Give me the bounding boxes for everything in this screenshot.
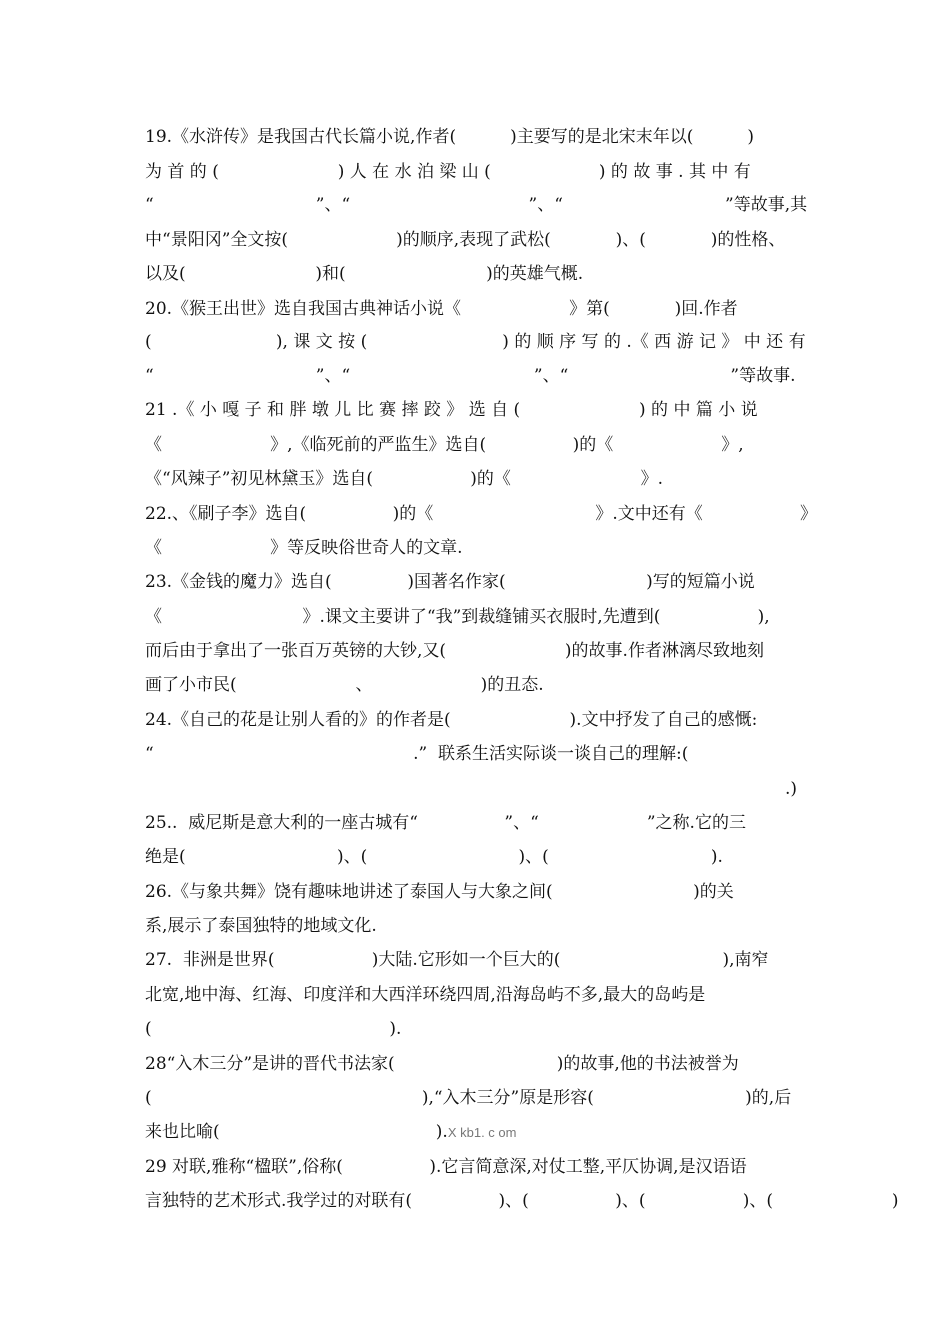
text-line (145, 395, 835, 425)
text-line (145, 808, 835, 838)
text-line (145, 1152, 835, 1182)
text-line-content: “ ”、“ ”、“ ”等故事. (145, 366, 796, 386)
text-line-content: 言独特的艺术形式.我学过的对联有( )、( )、( )、( ) (145, 1191, 899, 1211)
text-line-content: 《 》等反映俗世奇人的文章. (145, 538, 463, 558)
text-line (145, 1014, 835, 1044)
text-line (145, 945, 835, 975)
text-line (145, 980, 835, 1010)
text-line-content: 北宽,地中海、红海、印度洋和大西洋环绕四周,沿海岛屿不多,最大的岛屿是 (145, 985, 706, 1005)
text-line-content: 《 》.课文主要讲了“我”到裁缝铺买衣服时,先遭到( ), (145, 607, 770, 627)
text-line (145, 1083, 835, 1113)
text-line (145, 636, 835, 666)
text-line (145, 430, 835, 460)
text-line (145, 499, 835, 529)
text-line-content: 26.《与象共舞》饶有趣味地讲述了泰国人与大象之间( )的关 (145, 882, 734, 902)
text-line (145, 739, 835, 769)
text-line-content: 《 》,《临死前的严监生》选自( )的《 》, (145, 435, 744, 455)
text-line-content: 25.. 威尼斯是意大利的一座古城有“ ”、“ ”之称.它的三 (145, 813, 746, 833)
text-line (145, 1049, 835, 1079)
text-line-content: “ ”、“ ”、“ ”等故事,其 (145, 195, 808, 215)
text-line (145, 361, 835, 391)
text-line-content: 27. 非洲是世界( )大陆.它形如一个巨大的( ),南窄 (145, 950, 769, 970)
text-line-content: 画了小市民( 、 )的丑态. (145, 675, 544, 695)
text-line-content: “ .” 联系生活实际谈一谈自己的理解:( (145, 744, 689, 764)
text-line (145, 464, 835, 494)
text-line-content: 24.《自己的花是让别人看的》的作者是( ).文中抒发了自己的感慨: (145, 710, 758, 730)
text-line (145, 225, 835, 255)
text-line (145, 1186, 899, 1216)
text-line (145, 327, 835, 357)
text-line (145, 294, 835, 324)
text-line (145, 911, 835, 941)
text-line (145, 705, 835, 735)
watermark: X kb1. c om (447, 1125, 517, 1140)
text-line (145, 157, 835, 187)
text-line-content: 以及( )和( )的英雄气概. (145, 264, 584, 284)
text-line (145, 842, 835, 872)
text-line-content: 21 .《 小 嘎 子 和 胖 墩 儿 比 赛 摔 跤 》 选 自 ( ) 的 中 篇 小 说 (145, 400, 758, 420)
text-line (145, 190, 835, 220)
text-line-content: 28“入木三分”是讲的晋代书法家( )的故事,他的书法被誉为 (145, 1054, 739, 1074)
text-line (145, 259, 835, 289)
text-line-content: 《“风辣子”初见林黛玉》选自( )的《 》. (145, 469, 664, 489)
text-line (145, 774, 835, 804)
text-line-content: 29 对联,雅称“楹联”,俗称( ).它言简意深,对仗工整,平仄协调,是汉语语 (145, 1157, 747, 1177)
text-line-content: 系,展示了泰国独特的地域文化. (145, 916, 377, 936)
text-line-content: 来也比喻( ). (145, 1122, 448, 1142)
text-line-content: ( ), 课 文 按 ( ) 的 顺 序 写 的 .《 西 游 记 》 中 还 有 (145, 332, 806, 352)
text-line-content: 23.《金钱的魔力》选自( )国著名作家( )写的短篇小说 (145, 572, 755, 592)
text-line (145, 877, 835, 907)
text-line (145, 670, 835, 700)
text-line (145, 567, 835, 597)
text-line-content: 22.、《刷子李》选自( )的《 》.文中还有《 》 (145, 504, 818, 524)
text-line (145, 122, 835, 152)
text-line-content: 19.《水浒传》是我国古代长篇小说,作者( )主要写的是北宋末年以( ) (145, 127, 755, 147)
text-line-content: 绝是( )、( )、( ). (145, 847, 723, 867)
text-line-content: 为 首 的 ( ) 人 在 水 泊 梁 山 ( ) 的 故 事 . 其 中 有 (145, 162, 751, 182)
text-line (145, 602, 835, 632)
closing-paren: .) (785, 779, 798, 799)
text-line-content: ( ),“入木三分”原是形容( )的,后 (145, 1088, 792, 1108)
text-line-content: ( ). (145, 1019, 402, 1039)
text-line (145, 533, 835, 563)
text-line-content: 20.《猴王出世》选自我国古典神话小说《 》第( )回.作者 (145, 299, 738, 319)
text-line-content: 而后由于拿出了一张百万英镑的大钞,又( )的故事.作者淋漓尽致地刻 (145, 641, 764, 661)
text-line (145, 1117, 835, 1147)
text-line-content: 中“景阳冈”全文按( )的顺序,表现了武松( )、( )的性格、 (145, 230, 786, 250)
